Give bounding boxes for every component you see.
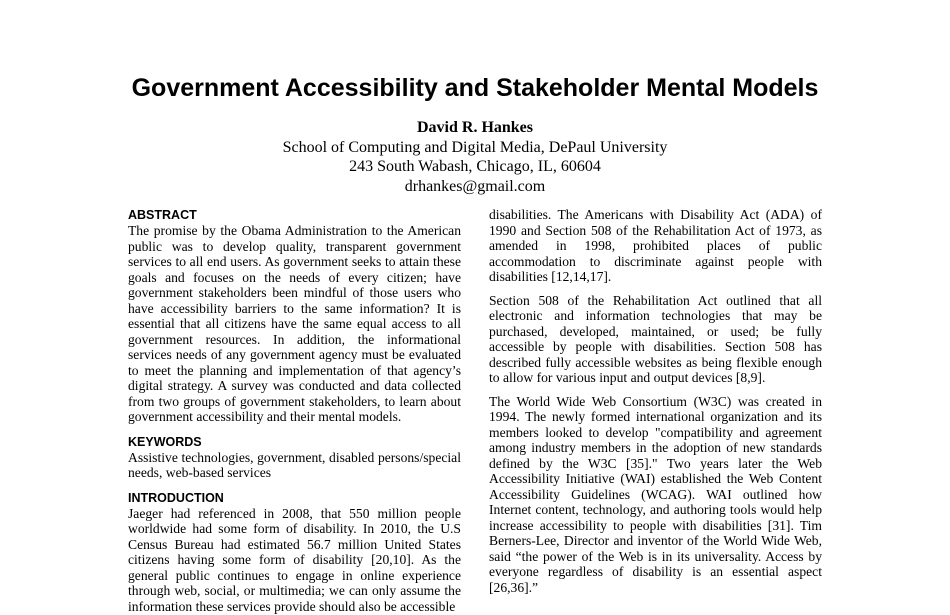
introduction-heading: INTRODUCTION [128, 490, 224, 505]
left-column [128, 207, 461, 614]
paper-title: Government Accessibility and Stakeholder Mental Models [131, 74, 819, 102]
author-affiliation: School of Computing and Digital Media, DePaul University [282, 138, 668, 156]
keywords-text: Assistive technologies, government, disabled persons/special needs, web-based services [128, 449, 461, 480]
author-block [0, 118, 950, 196]
author-name: David R. Hankes [416, 119, 534, 136]
right-column [489, 207, 822, 603]
introduction-text: Jaeger had referenced in 2008, that 550 million people worldwide had some form of disability. In 2010, the U.S Census Bureau had estimated 56.7 million United States citizens having some form of disability [20,10]. As the general public continues to engage in online experience through web, social, or multimedia; we can only assume the information these services provide should also be accessible [128, 505, 461, 614]
body-paragraph-ada: disabilities. The Americans with Disability Act (ADA) of 1990 and Section 508 of the Rehabilitation Act of 1973, as amended in 1998, prohibited places of public accommodation to discriminate against people with disabilities [12,14,17]. [489, 207, 822, 284]
abstract-text: The promise by the Obama Administration to the American public was to develop quality, transparent government services to all end users. As government seeks to attain these goals and focuses on the needs of every citizen; have government stakeholders been mindful of those users who have accessibility barriers to the same information? It is essential that all citizens have the same equal access to all government resources. In addition, the informational services needs of any government agency must be evaluated to meet the planning and implementation of that agency’s digital strategy. A survey was conducted and data collected from two groups of government stakeholders, to learn about government accessibility and their mental models. [128, 223, 461, 424]
abstract-heading: ABSTRACT [128, 208, 197, 222]
body-paragraph-w3c: The World Wide Web Consortium (W3C) was created in 1994. The newly formed international organization and its members looked to develop "compatibility and agreement among industry members in the adoption of new standards defined by the W3C [35]." Two years later the Web Accessibility Initiative (WAI) established the Web Content Accessibility Guidelines (WCAG). WAI outlined how Internet content, technology, and authoring tools would help increase accessibility to people with disabilities [31]. Tim Berners-Lee, Director and inventor of the World Wide Web, said “the power of the Web is in its universality. Access by everyone regardless of disability is an essential aspect [26,36].” [489, 393, 822, 595]
keywords-heading: KEYWORDS [128, 434, 202, 449]
author-email: drhankes@gmail.com [404, 177, 546, 195]
author-address: 243 South Wabash, Chicago, IL, 60604 [349, 158, 601, 175]
body-paragraph-section508: Section 508 of the Rehabilitation Act outlined that all electronic and information technologies that may be purchased, developed, maintained, or used; be fully accessible by people with disabilities. Section 508 has described fully accessible websites as being flexible enough to allow for various input and output devices [8,9]. [489, 292, 822, 385]
